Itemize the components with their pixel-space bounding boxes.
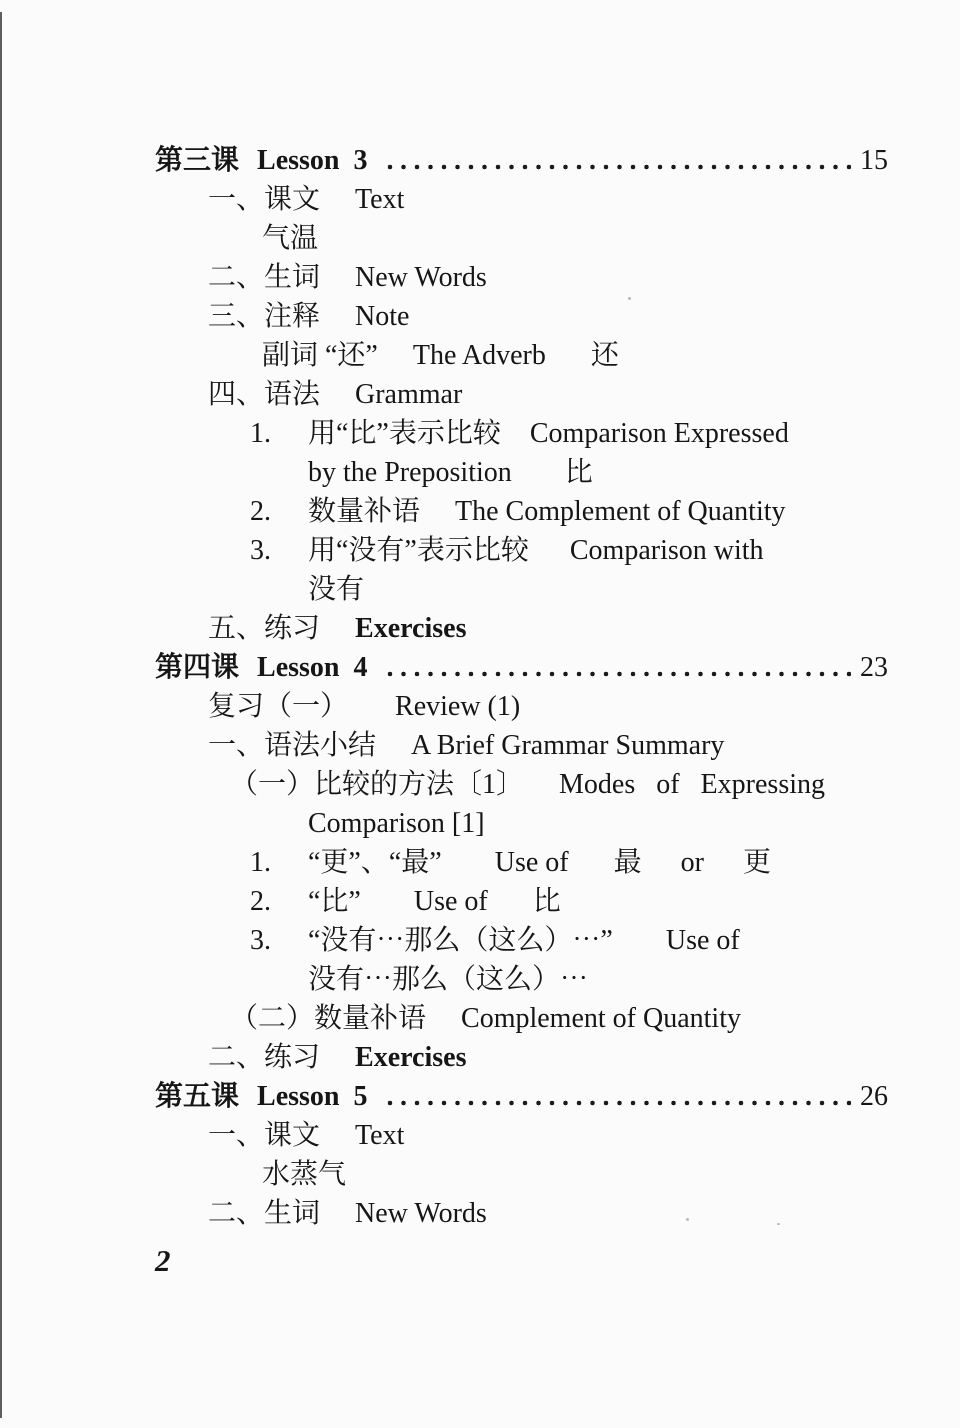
entry-zh: 副词 “还” xyxy=(262,340,378,371)
entry-en: Note xyxy=(355,301,410,332)
entry-zh: 五、练习 xyxy=(208,613,321,644)
entry-en: Use of xyxy=(494,847,569,878)
entry-zh: 二、练习 xyxy=(208,1042,321,1073)
entry-zh: 水蒸气 xyxy=(262,1159,347,1190)
page-ref: 15 xyxy=(860,145,888,176)
lesson-title-zh: 第四课 xyxy=(155,652,240,683)
toc-entry xyxy=(0,1194,960,1233)
entry-zh: （二）数量补语 xyxy=(230,1003,427,1034)
entry-zh: “没有⋯那么（这么）⋯” xyxy=(308,925,613,956)
entry-zh: 用“比”表示比较 xyxy=(308,418,501,449)
lesson-title-zh: 第三课 xyxy=(155,145,240,176)
entry-en: Comparison [1] xyxy=(308,808,485,839)
toc-entry xyxy=(0,180,960,219)
entry-zh: 三、注释 xyxy=(208,301,321,332)
toc-subentry xyxy=(0,765,960,804)
toc-subentry xyxy=(0,843,960,882)
entry-zh-tail: 比 xyxy=(532,886,561,917)
entry-zh: 一、课文 xyxy=(208,184,321,215)
item-number: 1. xyxy=(250,847,271,878)
entry-en: Review (1) xyxy=(395,691,521,722)
entry-en: The Adverb xyxy=(412,340,546,371)
entry-zh: 二、生词 xyxy=(208,262,321,293)
entry-zh: “比” xyxy=(308,886,361,917)
entry-zh: 数量补语 xyxy=(308,496,421,527)
entry-en: Exercises xyxy=(355,1042,467,1073)
toc-entry xyxy=(0,297,960,336)
item-number: 3. xyxy=(250,925,271,956)
toc-subentry-continuation xyxy=(0,570,960,609)
entry-en: A Brief Grammar Summary xyxy=(411,730,725,761)
entry-en: Modes of Expressing xyxy=(559,769,825,800)
toc-subentry xyxy=(0,414,960,453)
dot-leader xyxy=(383,141,851,180)
entry-zh: 二、生词 xyxy=(208,1198,321,1229)
toc-subentry xyxy=(0,999,960,1038)
folio-page-number: 2 xyxy=(155,1243,171,1278)
table-of-contents xyxy=(0,141,960,1233)
entry-zh: 一、课文 xyxy=(208,1120,321,1151)
entry-zh: 四、语法 xyxy=(208,379,321,410)
toc-subentry xyxy=(0,882,960,921)
entry-zh-tail: 还 xyxy=(590,340,619,371)
entry-en-tail: or xyxy=(680,847,704,878)
entry-en: New Words xyxy=(355,262,487,293)
lesson-title-en: Lesson 5 xyxy=(257,1081,368,1112)
toc-entry xyxy=(0,609,960,648)
toc-entry xyxy=(0,258,960,297)
item-number: 1. xyxy=(250,418,271,449)
toc-subentry xyxy=(0,492,960,531)
item-number: 3. xyxy=(250,535,271,566)
entry-en: The Complement of Quantity xyxy=(455,496,786,527)
toc-entry xyxy=(0,375,960,414)
entry-en: Use of xyxy=(413,886,488,917)
item-number: 2. xyxy=(250,496,271,527)
entry-zh-tail: 最 xyxy=(613,847,642,878)
lesson-title-zh: 第五课 xyxy=(155,1081,240,1112)
entry-zh-tail: 更 xyxy=(742,847,771,878)
entry-en: Text xyxy=(355,184,405,215)
item-number: 2. xyxy=(250,886,271,917)
entry-en: Complement of Quantity xyxy=(461,1003,741,1034)
entry-en: Comparison Expressed xyxy=(529,418,789,449)
toc-entry xyxy=(0,726,960,765)
dot-leader xyxy=(383,1077,851,1116)
entry-en: by the Preposition xyxy=(308,457,512,488)
toc-entry xyxy=(0,219,960,258)
toc-subentry-continuation xyxy=(0,804,960,843)
toc-subentry xyxy=(0,921,960,960)
entry-zh: 没有 xyxy=(308,574,365,605)
toc-entry xyxy=(0,1116,960,1155)
dot-leader xyxy=(383,648,851,687)
entry-en: New Words xyxy=(355,1198,487,1229)
toc-entry-lesson-5 xyxy=(0,1077,960,1116)
toc-entry xyxy=(0,687,960,726)
toc-entry xyxy=(0,1155,960,1194)
page-ref: 26 xyxy=(860,1081,888,1112)
entry-zh: （一）比较的方法〔1〕 xyxy=(230,769,525,800)
entry-en: Text xyxy=(355,1120,405,1151)
entry-zh: 用“没有”表示比较 xyxy=(308,535,529,566)
toc-subentry xyxy=(0,531,960,570)
toc-entry-lesson-3 xyxy=(0,141,960,180)
toc-entry xyxy=(0,336,960,375)
entry-zh: 复习（一） xyxy=(208,691,349,722)
toc-entry xyxy=(0,1038,960,1077)
entry-zh: 气温 xyxy=(262,223,319,254)
lesson-title-en: Lesson 3 xyxy=(257,145,368,176)
lesson-title-en: Lesson 4 xyxy=(257,652,368,683)
toc-subentry-continuation xyxy=(0,453,960,492)
toc-entry-lesson-4 xyxy=(0,648,960,687)
entry-zh: 没有⋯那么（这么）⋯ xyxy=(308,964,589,995)
entry-en: Exercises xyxy=(355,613,467,644)
entry-en: Comparison with xyxy=(569,535,764,566)
entry-zh: “更”、“最” xyxy=(308,847,442,878)
entry-en: Use of xyxy=(665,925,740,956)
page-ref: 23 xyxy=(860,652,888,683)
entry-en: Grammar xyxy=(355,379,463,410)
entry-zh-tail: 比 xyxy=(564,457,593,488)
entry-zh: 一、语法小结 xyxy=(208,730,377,761)
toc-subentry-continuation xyxy=(0,960,960,999)
